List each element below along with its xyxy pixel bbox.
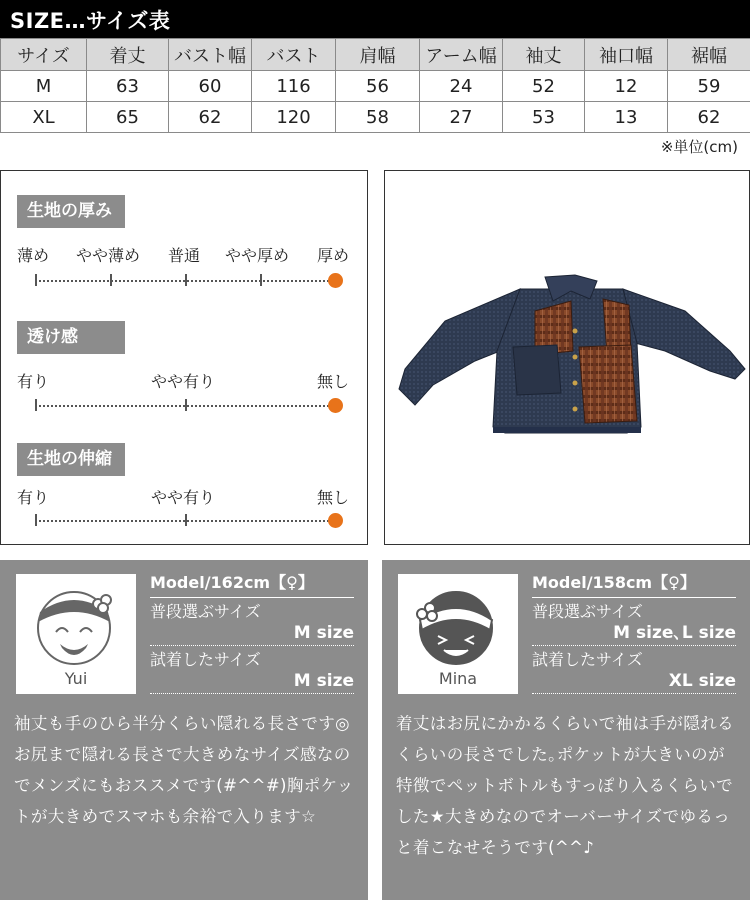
scale-label: 厚め <box>317 246 350 265</box>
avatar-name: Mina <box>438 669 478 688</box>
transparency-tag: 透け感 <box>17 321 125 354</box>
table-row <box>1 71 750 102</box>
table-cell: 120 <box>252 102 336 133</box>
scale-tick <box>35 514 37 526</box>
scale-label: 普通 <box>168 246 201 265</box>
table-cell: 58 <box>336 102 420 133</box>
model-info <box>532 572 736 694</box>
tried-size-label: 試着したサイズ <box>150 650 261 669</box>
tried-size-label: 試着したサイズ <box>532 650 643 669</box>
column-header: アーム幅 <box>420 39 503 71</box>
scale-label: やや有り <box>151 372 216 391</box>
denim-jacket-illustration <box>385 171 750 545</box>
table-cell: 59 <box>668 71 750 102</box>
avatar <box>16 574 136 694</box>
stretch-indicator-dot <box>328 513 343 528</box>
column-header: 着丈 <box>87 39 169 71</box>
column-header: バスト幅 <box>169 39 252 71</box>
table-cell: 62 <box>668 102 750 133</box>
table-cell: XL <box>1 102 87 133</box>
scale-tick <box>185 514 187 526</box>
table-cell: 13 <box>585 102 668 133</box>
model-comment: 袖丈も手のひら半分くらい隠れる長さです◎お尻まで隠れる長さで大きめなサイズ感なのでメンズにもおススメです(#^^#)胸ポケットが大きめでスマホも余裕で入ります☆ <box>14 714 354 826</box>
table-cell: 116 <box>252 71 336 102</box>
usual-size-label: 普段選ぶサイズ <box>150 602 261 621</box>
scale-tick <box>185 274 187 286</box>
column-header: 袖口幅 <box>585 39 668 71</box>
column-header: 肩幅 <box>336 39 420 71</box>
model-panel-yui <box>0 560 368 900</box>
column-header: 裾幅 <box>668 39 750 71</box>
model-comment: 着丈はお尻にかかるくらいで袖は手が隠れるくらいの長さでした｡ポケットが大きいのが特徴でペットボトルもすっぽり入るくらいでした★大きめなのでオーバーサイズでゆるっと着こなせそうです(^^♪ <box>396 714 734 857</box>
model-title: Model/158cm【♀】 <box>532 572 736 598</box>
scale-tick <box>260 274 262 286</box>
size-header-title: SIZE…サイズ表 <box>10 9 171 33</box>
scale-tick <box>35 274 37 286</box>
stretch-tag: 生地の伸縮 <box>17 443 125 476</box>
scale-tick <box>110 274 112 286</box>
size-header-bar <box>0 0 750 38</box>
scale-label: 有り <box>17 488 50 507</box>
table-cell: M <box>1 71 87 102</box>
scale-tick <box>35 399 37 411</box>
scale-label: やや厚め <box>225 246 290 265</box>
transparency-indicator-dot <box>328 398 343 413</box>
scale-label: やや有り <box>151 488 216 507</box>
usual-size-value: M size <box>150 622 354 646</box>
table-cell: 12 <box>585 71 668 102</box>
size-table <box>0 38 750 133</box>
scale-label: 無し <box>317 372 350 391</box>
table-cell: 56 <box>336 71 420 102</box>
scale-label: 無し <box>317 488 350 507</box>
scale-label: 有り <box>17 372 50 391</box>
usual-size-label: 普段選ぶサイズ <box>532 602 643 621</box>
table-cell: 24 <box>420 71 503 102</box>
scale-tick <box>185 399 187 411</box>
product-photo <box>384 170 750 545</box>
table-cell: 63 <box>87 71 169 102</box>
avatar <box>398 574 518 694</box>
fabric-properties-panel <box>0 170 368 545</box>
table-cell: 65 <box>87 102 169 133</box>
column-header: 袖丈 <box>503 39 585 71</box>
table-cell: 27 <box>420 102 503 133</box>
usual-size-value: M size､L size <box>532 622 736 646</box>
thickness-indicator-dot <box>328 273 343 288</box>
scale-label: やや薄め <box>76 246 141 265</box>
table-cell: 53 <box>503 102 585 133</box>
model-info <box>150 572 354 694</box>
table-cell: 52 <box>503 71 585 102</box>
table-cell: 60 <box>169 71 252 102</box>
tried-size-value: M size <box>150 670 354 694</box>
table-row <box>1 102 750 133</box>
model-title: Model/162cm【♀】 <box>150 572 354 598</box>
unit-note: ※単位(cm) <box>660 138 738 156</box>
avatar-name: Yui <box>64 669 88 688</box>
model-panel-mina <box>382 560 750 900</box>
column-header: バスト <box>252 39 336 71</box>
column-header: サイズ <box>1 39 87 71</box>
size-table-header-row <box>1 39 750 71</box>
thickness-tag: 生地の厚み <box>17 195 125 228</box>
tried-size-value: XL size <box>532 670 736 694</box>
table-cell: 62 <box>169 102 252 133</box>
scale-label: 薄め <box>17 246 50 265</box>
